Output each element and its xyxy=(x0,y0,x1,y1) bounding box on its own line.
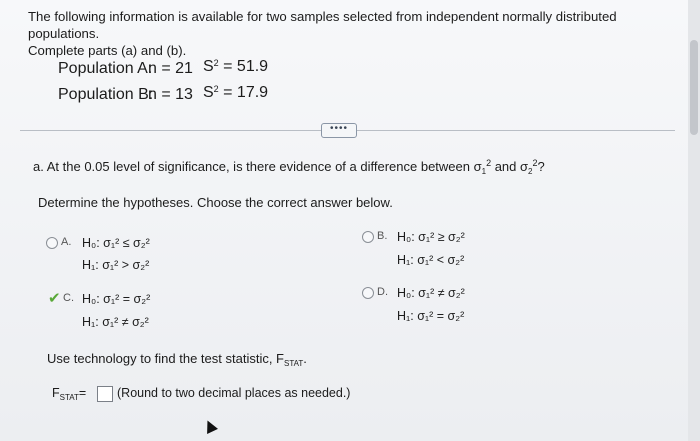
check-icon: ✔ xyxy=(48,290,61,307)
option-d-h1: H₁: σ₁² = σ₂² xyxy=(397,309,465,323)
fstat-answer-input[interactable] xyxy=(97,386,113,402)
scrollbar-thumb[interactable] xyxy=(690,40,698,135)
technology-prompt: Use technology to find the test statistic, $F_{STAT}$. xyxy=(47,351,307,368)
option-a-h1: H₁: σ₁² > σ₂² xyxy=(82,258,150,272)
mouse-cursor-icon xyxy=(202,418,218,434)
population-a-name: Population A: xyxy=(58,60,153,77)
option-a-radio[interactable] xyxy=(46,237,58,249)
vertical-scrollbar[interactable] xyxy=(688,0,700,441)
option-b-radio[interactable] xyxy=(362,231,374,243)
option-d-h0: H₀: σ₁² ≠ σ₂² xyxy=(397,286,465,300)
population-a-variance: $S^2 = 51.9$ xyxy=(203,58,269,75)
option-a-h0: H₀: σ₁² ≤ σ₂² xyxy=(82,236,150,250)
option-d-letter: D. xyxy=(377,286,388,298)
population-b-n: n = 13 xyxy=(148,86,193,103)
part-a-question: a. At the 0.05 level of significance, is there evidence of a difference between $\sigma_1^2$ and $\sigma_2^2$? xyxy=(33,158,545,176)
option-b-h1: H₁: σ₁² < σ₂² xyxy=(397,253,465,267)
intro-line-1: The following information is available for two samples selected from independent normally distributed populations. xyxy=(28,9,617,41)
option-d-radio[interactable] xyxy=(362,287,374,299)
population-b-variance: $S^2 = 17.9$ xyxy=(203,84,269,101)
expand-more-button[interactable]: •••• xyxy=(321,123,357,138)
fstat-label: $F_{STAT}=$ xyxy=(52,386,87,402)
option-b-letter: B. xyxy=(377,230,388,242)
hypotheses-instruction: Determine the hypotheses. Choose the correct answer below. xyxy=(38,195,393,210)
option-c-h1: H₁: σ₁² ≠ σ₂² xyxy=(82,315,149,329)
problem-intro xyxy=(28,8,678,59)
option-a-letter: A. xyxy=(61,236,72,248)
round-note: (Round to two decimal places as needed.) xyxy=(117,386,351,400)
option-c-letter: C. xyxy=(63,292,74,304)
population-b-name: Population B: xyxy=(58,86,154,103)
population-a-n: n = 21 xyxy=(148,60,193,77)
intro-line-2: Complete parts (a) and (b). xyxy=(28,43,187,58)
option-c-h0: H₀: σ₁² = σ₂² xyxy=(82,292,151,306)
option-b-h0: H₀: σ₁² ≥ σ₂² xyxy=(397,230,465,244)
